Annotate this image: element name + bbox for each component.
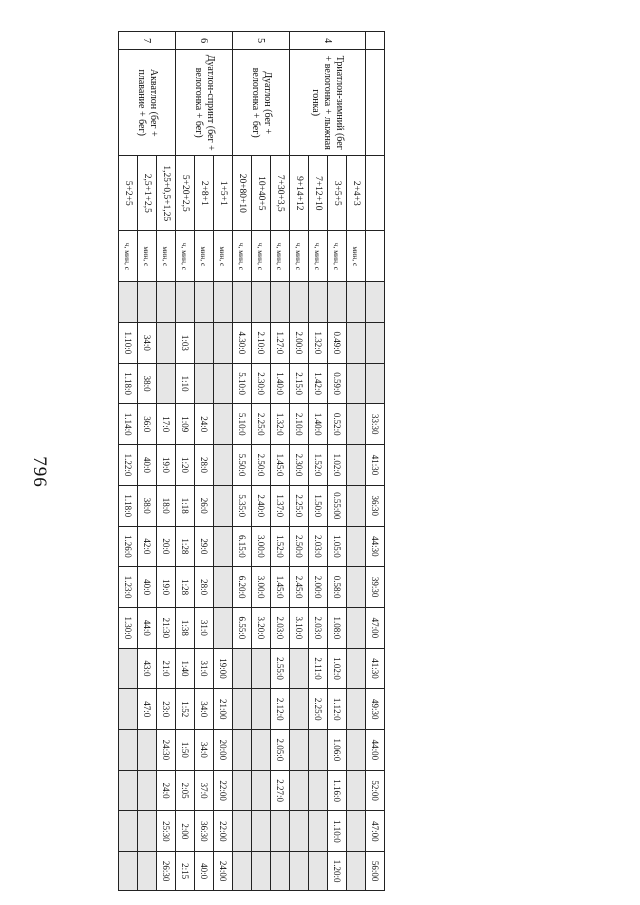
value-cell (347, 282, 366, 323)
distance-cell: 5+2+5 (119, 156, 138, 231)
value-cell (290, 689, 309, 730)
unit-cell: ч, мин, с (252, 231, 271, 282)
value-cell: 2.12:0 (271, 689, 290, 730)
header-time-cell: 41:30 (366, 648, 385, 689)
value-cell: 1.10:0 (119, 323, 138, 364)
value-cell: 44:0 (138, 607, 157, 648)
value-cell: 1.26:0 (119, 526, 138, 567)
value-cell: 2.03:0 (309, 526, 328, 567)
value-cell (176, 282, 195, 323)
value-cell (119, 282, 138, 323)
value-cell: 1.10:0 (328, 811, 347, 852)
value-cell (138, 282, 157, 323)
header-time-cell: 41:30 (366, 445, 385, 486)
distance-cell: 2+8+1 (195, 156, 214, 231)
value-cell (309, 811, 328, 852)
header-sport-cell (366, 50, 385, 156)
value-cell: 5.10:0 (233, 404, 252, 445)
value-cell: 1.45:0 (271, 445, 290, 486)
value-cell (347, 485, 366, 526)
value-cell: 1.32:0 (271, 404, 290, 445)
value-cell: 42:0 (138, 526, 157, 567)
value-cell: 0.52:0 (328, 404, 347, 445)
value-cell (347, 567, 366, 608)
table-row (252, 32, 271, 891)
distance-cell: 1,25+0,5+1,25 (157, 156, 176, 231)
value-cell: 29:0 (195, 526, 214, 567)
distance-cell: 5+20+2,5 (176, 156, 195, 231)
value-cell: 6.55:0 (233, 607, 252, 648)
value-cell (252, 282, 271, 323)
table-row (214, 32, 233, 891)
value-cell: 1.12:0 (328, 689, 347, 730)
value-cell (290, 730, 309, 771)
table-row (347, 32, 366, 891)
value-cell: 0.59:0 (328, 363, 347, 404)
value-cell (119, 689, 138, 730)
value-cell (214, 282, 233, 323)
sport-name-cell: Дуатлон (бег + велогонка + бег) (233, 50, 290, 156)
value-cell: 24:0 (157, 770, 176, 811)
header-time-cell: 39:30 (366, 567, 385, 608)
value-cell (252, 730, 271, 771)
value-cell (119, 730, 138, 771)
value-cell: 40:0 (195, 852, 214, 891)
value-cell: 1.52:0 (309, 445, 328, 486)
header-time-cell: 36:30 (366, 485, 385, 526)
value-cell: 25:30 (157, 811, 176, 852)
value-cell: 1.18:0 (119, 485, 138, 526)
value-cell: 18:0 (157, 485, 176, 526)
value-cell: 19:0 (157, 445, 176, 486)
value-cell: 2.27:0 (271, 770, 290, 811)
value-cell (347, 404, 366, 445)
value-cell (309, 770, 328, 811)
value-cell: 2.03:0 (309, 607, 328, 648)
value-cell: 43:0 (138, 648, 157, 689)
group-index-cell: 4 (290, 32, 366, 50)
value-cell: 1.20:0 (328, 852, 347, 891)
value-cell: 2.03:0 (271, 607, 290, 648)
value-cell (252, 852, 271, 891)
value-cell: 1.42:0 (309, 363, 328, 404)
value-cell (214, 445, 233, 486)
value-cell: 5.10:0 (233, 363, 252, 404)
value-cell: 1.40:0 (271, 363, 290, 404)
value-cell: 26:30 (157, 852, 176, 891)
value-cell (233, 852, 252, 891)
value-cell (290, 648, 309, 689)
value-cell: 3.20:0 (252, 607, 271, 648)
value-cell (195, 323, 214, 364)
value-cell (347, 648, 366, 689)
header-time-cell: 49:30 (366, 689, 385, 730)
value-cell: 40:0 (138, 567, 157, 608)
value-cell: 40:0 (138, 445, 157, 486)
value-cell: 2.25:0 (252, 404, 271, 445)
value-cell: 24:30 (157, 730, 176, 771)
value-cell: 1:50 (176, 730, 195, 771)
distance-cell: 9+14+12 (290, 156, 309, 231)
value-cell (214, 485, 233, 526)
value-cell: 2.25:0 (309, 689, 328, 730)
value-cell (271, 282, 290, 323)
group-index-cell: 6 (176, 32, 233, 50)
standards-table (118, 31, 385, 891)
header-time-cell: 44:00 (366, 730, 385, 771)
table-row (195, 32, 214, 891)
page-number: 796 (29, 456, 50, 488)
value-cell: 2:00 (176, 811, 195, 852)
value-cell: 21:00 (214, 689, 233, 730)
value-cell: 2.05:0 (271, 730, 290, 771)
value-cell: 5.35:0 (233, 485, 252, 526)
value-cell (119, 852, 138, 891)
value-cell (347, 323, 366, 364)
value-cell (119, 770, 138, 811)
value-cell: 34:0 (138, 323, 157, 364)
value-cell: 2.11:0 (309, 648, 328, 689)
value-cell: 2.40:0 (252, 485, 271, 526)
value-cell (157, 282, 176, 323)
value-cell: 2.15:0 (290, 363, 309, 404)
rotated-table-wrapper (118, 31, 385, 891)
value-cell (214, 363, 233, 404)
value-cell: 2.30:0 (290, 445, 309, 486)
value-cell (119, 811, 138, 852)
distance-cell: 7+12+10 (309, 156, 328, 231)
value-cell: 36:0 (138, 404, 157, 445)
value-cell: 0.58:0 (328, 567, 347, 608)
value-cell: 1:09 (176, 404, 195, 445)
unit-cell: ч, мин, с (290, 231, 309, 282)
value-cell: 17:0 (157, 404, 176, 445)
header-time-cell (366, 282, 385, 323)
value-cell (252, 648, 271, 689)
value-cell (347, 445, 366, 486)
value-cell: 2.25:0 (290, 485, 309, 526)
header-time-cell: 44:30 (366, 526, 385, 567)
value-cell (233, 689, 252, 730)
value-cell: 1.02:0 (328, 648, 347, 689)
value-cell (138, 811, 157, 852)
value-cell (233, 811, 252, 852)
value-cell (195, 282, 214, 323)
value-cell (214, 323, 233, 364)
distance-cell: 7+30+3,5 (271, 156, 290, 231)
value-cell: 36:30 (195, 811, 214, 852)
unit-cell: мин, с (195, 231, 214, 282)
value-cell (233, 282, 252, 323)
value-cell: 1.30:0 (119, 607, 138, 648)
sport-name-cell: Акватлон (бег + плавание + бег) (119, 50, 176, 156)
value-cell: 19:0 (157, 567, 176, 608)
unit-cell: мин, с (138, 231, 157, 282)
value-cell: 2.10:0 (290, 404, 309, 445)
value-cell: 1.08:0 (328, 607, 347, 648)
value-cell: 20:0 (157, 526, 176, 567)
header-time-cell: 47:00 (366, 811, 385, 852)
sport-name-cell: Дуатлон-спринт (бег + велогонка + бег) (176, 50, 233, 156)
value-cell: 1:40 (176, 648, 195, 689)
value-cell (309, 730, 328, 771)
header-time-cell: 52:00 (366, 770, 385, 811)
value-cell: 2.00:0 (309, 567, 328, 608)
value-cell (271, 811, 290, 852)
value-cell: 19:00 (214, 648, 233, 689)
value-cell: 1.18:0 (119, 363, 138, 404)
header-time-cell: 56:00 (366, 852, 385, 891)
value-cell: 1.32:0 (309, 323, 328, 364)
value-cell: 2.00:0 (290, 323, 309, 364)
value-cell (233, 730, 252, 771)
value-cell (157, 363, 176, 404)
value-cell (252, 770, 271, 811)
table-row (290, 32, 309, 891)
value-cell: 21:0 (157, 648, 176, 689)
value-cell (347, 730, 366, 771)
unit-cell: ч, мин, с (328, 231, 347, 282)
value-cell (214, 567, 233, 608)
header-index-cell (366, 32, 385, 50)
value-cell: 4.30:0 (233, 323, 252, 364)
value-cell: 2.50:0 (290, 526, 309, 567)
value-cell: 1.23:0 (119, 567, 138, 608)
value-cell: 2.30:0 (252, 363, 271, 404)
value-cell: 1:10 (176, 363, 195, 404)
value-cell: 1:28 (176, 526, 195, 567)
value-cell (309, 282, 328, 323)
header-row (366, 32, 385, 891)
value-cell: 1:28 (176, 567, 195, 608)
table-row (309, 32, 328, 891)
group-index-cell: 7 (119, 32, 176, 50)
value-cell (252, 811, 271, 852)
header-time-cell (366, 363, 385, 404)
value-cell: 2:05 (176, 770, 195, 811)
value-cell (138, 770, 157, 811)
value-cell: 0.49:0 (328, 323, 347, 364)
value-cell (328, 282, 347, 323)
value-cell: 1:38 (176, 607, 195, 648)
header-time-cell: 47:00 (366, 607, 385, 648)
value-cell (214, 404, 233, 445)
table-row (233, 32, 252, 891)
value-cell (138, 852, 157, 891)
value-cell: 1.06:0 (328, 730, 347, 771)
value-cell: 1.40:0 (309, 404, 328, 445)
table-row (157, 32, 176, 891)
unit-cell: ч, мин, с (309, 231, 328, 282)
value-cell: 24:0 (195, 404, 214, 445)
value-cell: 37:0 (195, 770, 214, 811)
value-cell: 34:0 (195, 730, 214, 771)
unit-cell: мин, с (214, 231, 233, 282)
value-cell (233, 648, 252, 689)
distance-cell: 10+40+5 (252, 156, 271, 231)
value-cell (233, 770, 252, 811)
distance-cell: 2,5+1+2,5 (138, 156, 157, 231)
value-cell (347, 770, 366, 811)
value-cell (214, 607, 233, 648)
value-cell (119, 648, 138, 689)
value-cell (347, 607, 366, 648)
value-cell: 31:0 (195, 648, 214, 689)
value-cell: 1.16:0 (328, 770, 347, 811)
value-cell: 0.55:00 (328, 485, 347, 526)
unit-cell: ч, мин, с (176, 231, 195, 282)
value-cell: 31:0 (195, 607, 214, 648)
value-cell: 38:0 (138, 363, 157, 404)
value-cell (347, 852, 366, 891)
sport-name-cell: Триатлон-зимний (бег + велогонка + лыжная гонка) (290, 50, 366, 156)
table-row (138, 32, 157, 891)
value-cell: 2.10:0 (252, 323, 271, 364)
unit-cell: ч, мин, с (271, 231, 290, 282)
value-cell: 1:18 (176, 485, 195, 526)
value-cell: 26:0 (195, 485, 214, 526)
value-cell (290, 282, 309, 323)
value-cell: 22:00 (214, 770, 233, 811)
unit-cell: мин, с (157, 231, 176, 282)
value-cell: 5.50:0 (233, 445, 252, 486)
header-time-cell (366, 323, 385, 364)
value-cell: 22:00 (214, 811, 233, 852)
distance-cell: 1+5+1 (214, 156, 233, 231)
value-cell (252, 689, 271, 730)
value-cell: 23:0 (157, 689, 176, 730)
value-cell: 3.00:0 (252, 567, 271, 608)
value-cell: 3.00:0 (252, 526, 271, 567)
value-cell: 2.50:0 (252, 445, 271, 486)
table-row (271, 32, 290, 891)
distance-cell: 20+80+10 (233, 156, 252, 231)
table-body (119, 32, 385, 891)
value-cell: 20:00 (214, 730, 233, 771)
value-cell: 47:0 (138, 689, 157, 730)
value-cell: 6.15:0 (233, 526, 252, 567)
value-cell (214, 526, 233, 567)
value-cell (347, 363, 366, 404)
value-cell: 24:00 (214, 852, 233, 891)
distance-cell: 3+5+5 (328, 156, 347, 231)
distance-cell: 2+4+3 (347, 156, 366, 231)
value-cell (290, 852, 309, 891)
unit-cell: ч, мин, с (119, 231, 138, 282)
value-cell: 1.52:0 (271, 526, 290, 567)
value-cell (271, 852, 290, 891)
value-cell: 3.10:0 (290, 607, 309, 648)
value-cell: 2:15 (176, 852, 195, 891)
value-cell: 34:0 (195, 689, 214, 730)
value-cell (195, 363, 214, 404)
table-row (328, 32, 347, 891)
value-cell (290, 811, 309, 852)
unit-cell: мин, с (347, 231, 366, 282)
unit-cell: ч, мин, с (233, 231, 252, 282)
header-unit-cell (366, 231, 385, 282)
value-cell: 2.45:0 (290, 567, 309, 608)
value-cell: 1.22:0 (119, 445, 138, 486)
value-cell: 28:0 (195, 567, 214, 608)
value-cell: 1.50:0 (309, 485, 328, 526)
value-cell: 1.14:0 (119, 404, 138, 445)
header-time-cell: 33:30 (366, 404, 385, 445)
value-cell: 2.55:0 (271, 648, 290, 689)
value-cell: 1.37:0 (271, 485, 290, 526)
value-cell: 1:52 (176, 689, 195, 730)
value-cell (347, 811, 366, 852)
value-cell: 1.05:0 (328, 526, 347, 567)
value-cell (347, 526, 366, 567)
table-row (176, 32, 195, 891)
value-cell (157, 323, 176, 364)
value-cell (138, 730, 157, 771)
table-row (119, 32, 138, 891)
value-cell: 1:03 (176, 323, 195, 364)
value-cell: 28:0 (195, 445, 214, 486)
value-cell: 1.45:0 (271, 567, 290, 608)
value-cell: 1:20 (176, 445, 195, 486)
header-distance-cell (366, 156, 385, 231)
value-cell: 38:0 (138, 485, 157, 526)
group-index-cell: 5 (233, 32, 290, 50)
value-cell (347, 689, 366, 730)
value-cell: 1.02:0 (328, 445, 347, 486)
value-cell (309, 852, 328, 891)
value-cell: 6.20:0 (233, 567, 252, 608)
value-cell: 1.27:0 (271, 323, 290, 364)
value-cell (290, 770, 309, 811)
value-cell: 21:30 (157, 607, 176, 648)
